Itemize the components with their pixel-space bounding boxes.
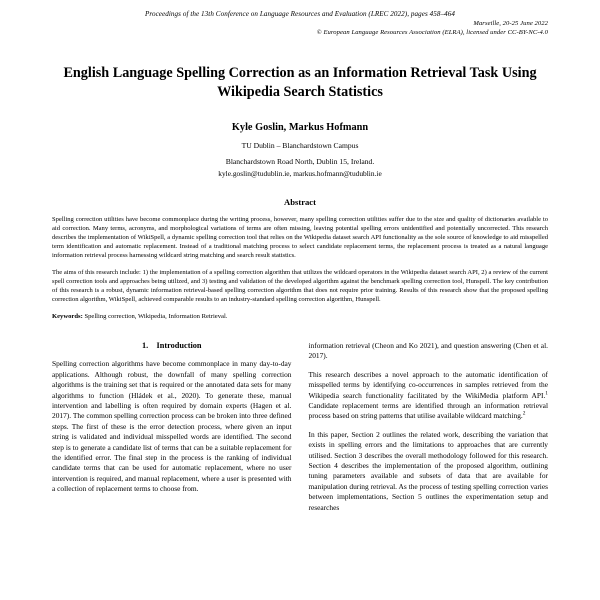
- keywords-line: [52, 312, 548, 321]
- author-list: Kyle Goslin, Markus Hofmann: [231, 121, 369, 133]
- right-paragraph-3: In this paper, Section 2 outlines the related work, describing the variation that exists in spelling errors and the limitations to approaches that are currently utilised. Section 3 describes the overall methodology followed for this research. Section 4 describes the implementation of the proposed algorithm, outlining tuning parameters available and subsets of data that are available for manipulation during retrieval. As the process of testing spelling correction varies between implementations, Section 5 outlines the experimentation setup and researches: [308, 429, 548, 512]
- abstract-paragraph-2: The aims of this research include: 1) the implementation of a spelling correction algorithm that utilizes the wildcard operators in the Wikipedia dataset search API, 2) a review of the current spell correction tools and approaches being utilized, and 3) testing and validation of the developed algorithm against the benchmark spelling correction tool, Hunspell. The key contribution of this research is a robust, dynamic information retrieval-based spelling correction algorithm that does not require prior training. Results of this research show that the proposed spelling correction algorithm, WikiSpell, achieved comparable results to an industry-standard spelling correction algorithm, Hunspell.: [52, 269, 548, 303]
- header-location-line: Marseille, 20-25 June 2022: [473, 20, 548, 27]
- page-header: [0, 0, 600, 38]
- right-column: [309, 341, 549, 521]
- left-column: [52, 341, 292, 521]
- header-proceedings-line: Proceedings of the 13th Conference on Language Resources and Evaluation (LREC 2022), pages 458–464: [145, 10, 455, 18]
- section-title: Introduction: [156, 341, 202, 350]
- author-emails: kyle.goslin@tudublin.ie, markus.hofmann@tudublin.ie: [218, 169, 382, 178]
- affiliation-line-2: Blanchardstown Road North, Dublin 15, Ireland.: [225, 157, 375, 167]
- abstract-paragraph-1: Spelling correction utilities have become commonplace during the writing process, however, many spelling correction utilities suffer due to the size and quality of dictionaries available to aid correction. Many terms, acronyms, and morphological variations of terms are often missing, leaving potential spelling errors unidentified and potentially uncorrected. This research describes the implementation of WikiSpell, a dynamic spelling correction tool that relies on the Wikipedia dataset search API functionality as the sole source of knowledge to aid misspelled term identification and automatic replacement. Instead of a traditional matching process to select candidate replacement terms, the replacement process is treated as a natural language information retrieval process harnessing wildcard string matching and search result statistics.: [52, 216, 548, 259]
- keywords-label: Keywords:: [52, 313, 83, 320]
- body-columns: [52, 341, 548, 521]
- right-paragraph-2: This research describes a novel approach to the automatic identification of misspelled terms by identifying co-occurrences in samples retrieved from the Wikipedia search functionality facilitated by the WikiMedia platform API.$^1$ Candidate replacement terms are identified through an information retrieval process based on string patterns that utilise available wildcard matching.$^2$: [308, 369, 548, 421]
- abstract-heading: Abstract: [284, 197, 316, 207]
- section-number: 1.: [141, 341, 149, 350]
- left-paragraph-1: Spelling correction algorithms have become commonplace in many day-to-day applications. Although robust, the downfall of many spelling correction algorithms is the training set that is required or the annotated data sets for many algorithms to function (Hládek et al., 2020). To generate these, manual intervention and labelling is often required by domain experts (Hagen et al. 2017). The common spelling correction process can be broken into three defined steps. The first of these is the error detection process, where given an input string is validated and individual misspelled words are identified. The second step is to generate a candidate list of terms that can be a suitable replacement for the identified error. The final step in the process is the ranking of individual candidate terms that can be used for automatic replacement, where no user intervention is required, and manual replacement, where a user is presented with a collection of replacement terms to choose from.: [52, 359, 292, 494]
- affiliation-line-1: TU Dublin – Blanchardstown Campus: [241, 140, 359, 150]
- right-paragraph-1: information retrieval (Cheon and Ko 2021), and question answering (Chen et al. 2017).: [308, 341, 548, 361]
- abstract-body: [52, 215, 548, 304]
- header-license-line: © European Language Resources Association (ELRA), licensed under CC-BY-NC-4.0: [316, 29, 548, 37]
- section-heading-introduction: [52, 341, 292, 351]
- page-title: English Language Spelling Correction as an Information Retrieval Task Using Wikipedia Search Statistics: [63, 64, 537, 100]
- keywords-value: Spelling correction, Wikipedia, Information Retrieval.: [84, 313, 228, 320]
